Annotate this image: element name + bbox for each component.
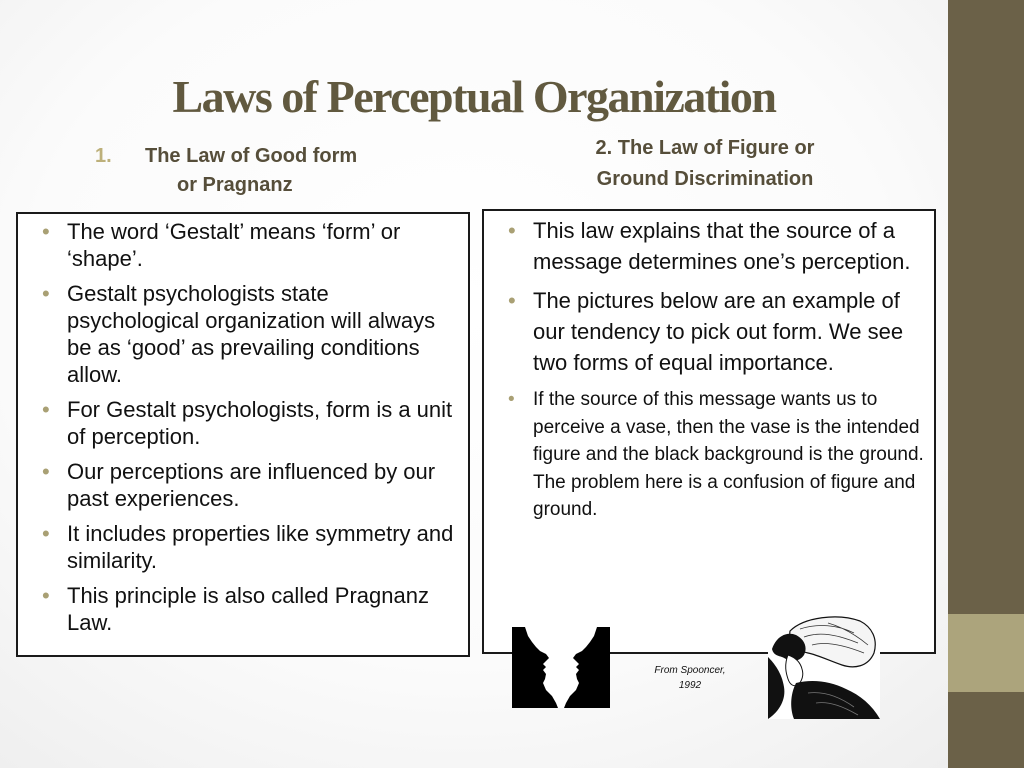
left-heading <box>95 142 415 200</box>
image-caption <box>640 663 740 693</box>
list-item: • The word ‘Gestalt’ means ‘form’ or ‘shape’. <box>18 218 454 272</box>
caption-line2: 1992 <box>678 680 702 691</box>
list-item: • Gestalt psychologists state psychological organization will always be as ‘good’ as prevailing conditions allow. <box>18 280 454 388</box>
side-decor-accent <box>948 614 1024 692</box>
left-heading-number: 1. <box>95 145 112 167</box>
list-item: • This law explains that the source of a message determines one’s perception. <box>484 215 926 277</box>
left-heading-line1: The Law of Good form <box>145 145 358 167</box>
right-heading-line1: 2. The Law of Figure or <box>595 137 815 159</box>
right-bullet-list <box>484 211 934 524</box>
list-item: • Our perceptions are influenced by our past experiences. <box>18 458 454 512</box>
right-heading <box>560 133 850 195</box>
list-item: • It includes properties like symmetry and similarity. <box>18 520 454 574</box>
list-item: • For Gestalt psychologists, form is a unit of perception. <box>18 396 454 450</box>
list-item: • This principle is also called Pragnanz Law. <box>18 582 454 636</box>
old-young-woman-illusion-image <box>768 613 880 719</box>
left-content-box <box>16 212 470 657</box>
left-heading-line2: or Pragnanz <box>177 174 293 196</box>
right-heading-line2: Ground Discrimination <box>596 168 814 190</box>
list-item: • The pictures below are an example of our tendency to pick out form. We see two forms of equal importance. <box>484 285 926 378</box>
left-bullet-list <box>18 214 468 636</box>
slide-title: Laws of Perceptual Organization <box>172 71 776 122</box>
right-content-box <box>482 209 936 654</box>
vase-faces-illusion-image <box>512 627 610 708</box>
caption-line1: From Spooncer, <box>654 665 726 676</box>
list-item: • If the source of this message wants us to perceive a vase, then the vase is the intended figure and the black background is the ground. The problem here is a confusion of figure and ground. <box>484 386 926 524</box>
